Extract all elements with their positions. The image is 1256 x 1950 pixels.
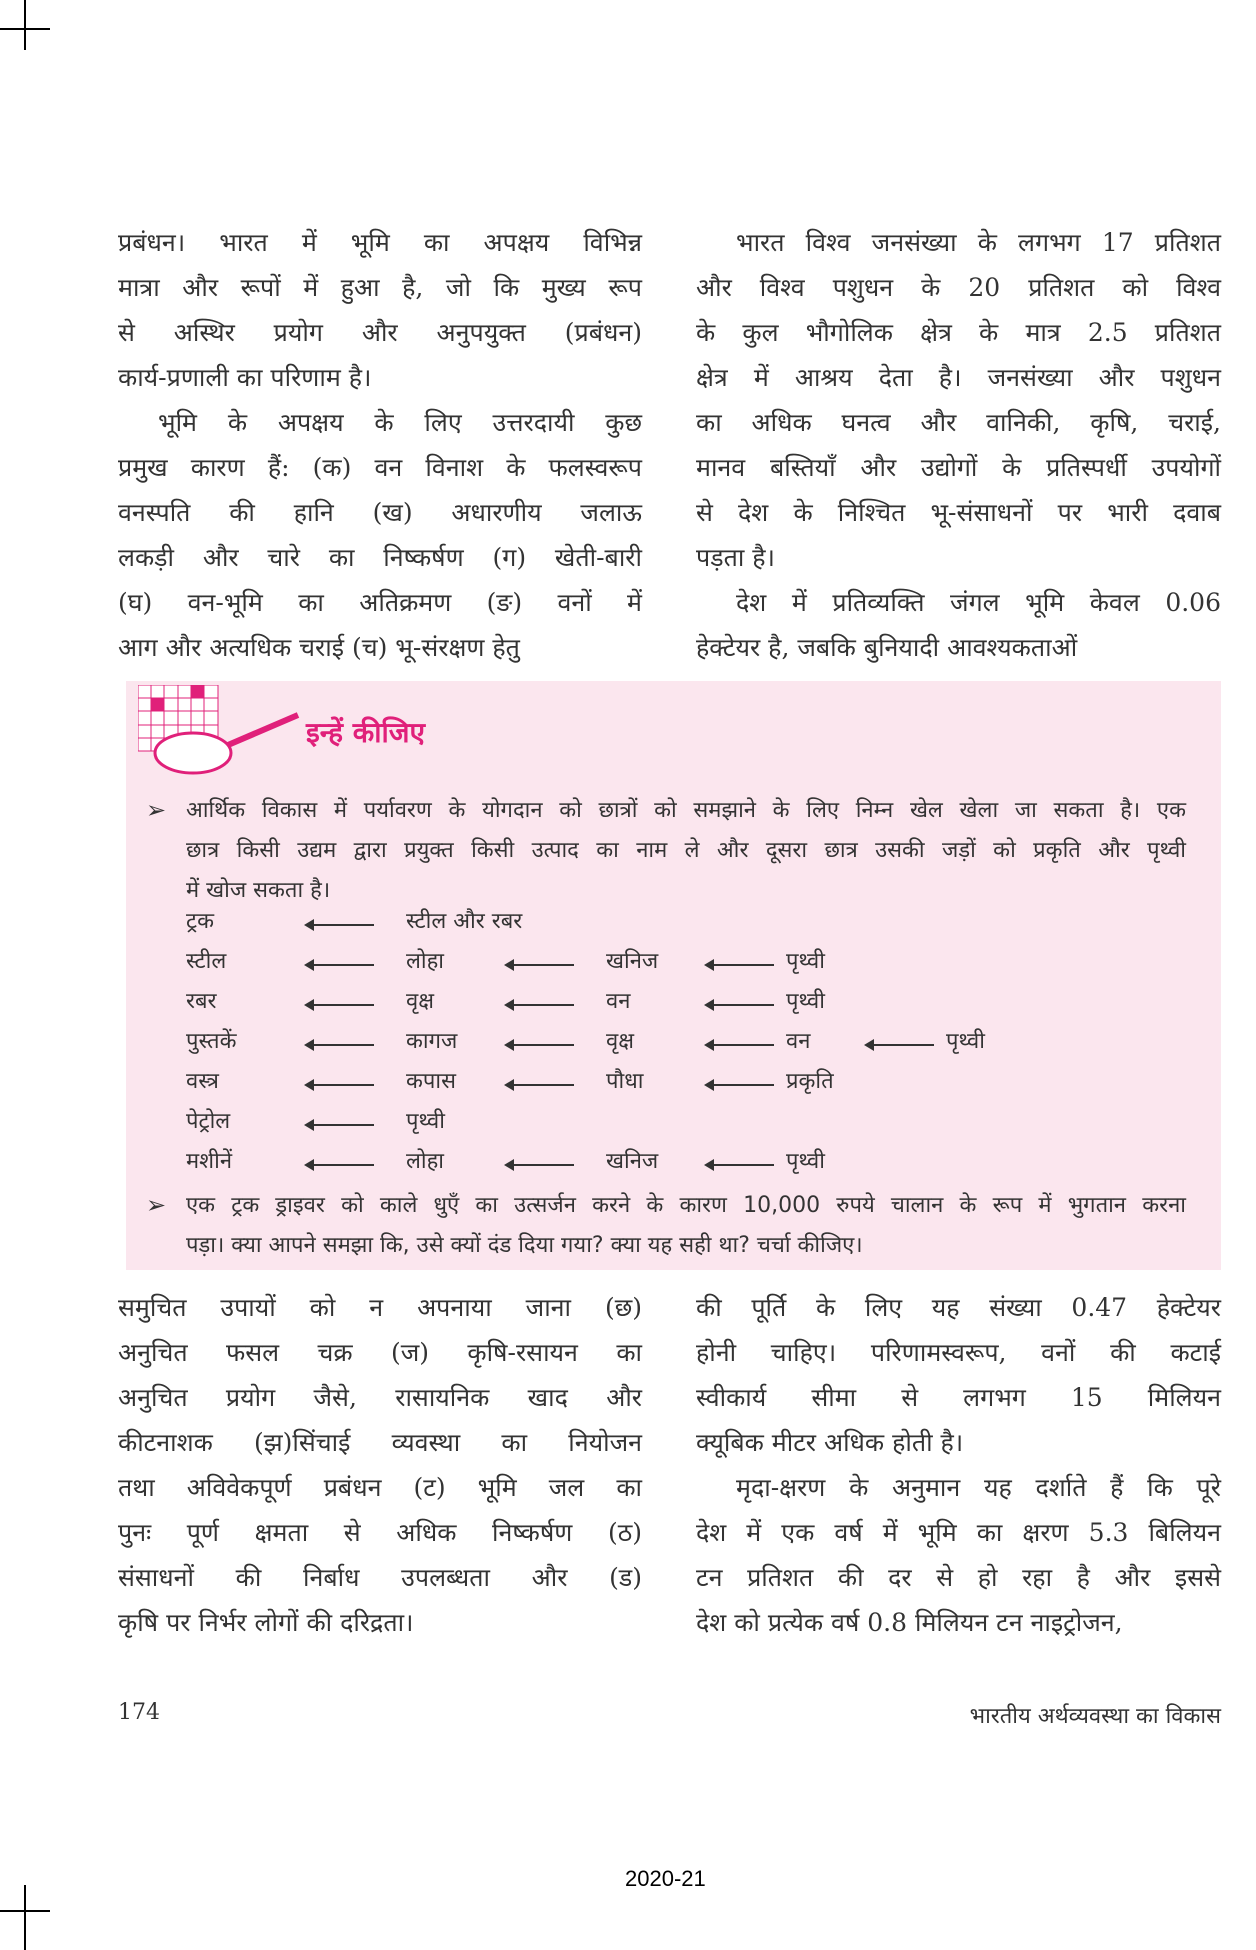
text-line: (घ) वन-भूमि का अतिक्रमण (ङ) वनों में: [118, 588, 642, 617]
left-arrow-icon: [706, 1044, 774, 1046]
chain-item: वस्त्र: [186, 1069, 219, 1094]
left-arrow-icon: [306, 1044, 374, 1046]
text-line: संसाधनों की निर्बाध उपलब्धता और (ड): [118, 1563, 642, 1592]
bottom-right-column: [696, 1285, 1221, 1645]
chain-item: पृथ्वी: [786, 989, 825, 1014]
chain-item: स्टील: [186, 949, 227, 974]
text-line: देश को प्रत्येक वर्ष 0.8 मिलियन टन नाइट्रोजन,: [696, 1608, 1123, 1637]
chain-item: पुस्तकें: [186, 1029, 237, 1054]
chain-item: पेट्रोल: [186, 1109, 231, 1134]
text-line: में खोज सकता है।: [186, 878, 331, 903]
bottom-left-column: [118, 1285, 642, 1645]
text-line: की पूर्ति के लिए यह संख्या 0.47 हेक्टेयर: [696, 1293, 1221, 1322]
activity-box: [126, 681, 1221, 1270]
text-line: देश में प्रतिव्यक्ति जंगल भूमि केवल 0.06: [736, 588, 1221, 617]
chain-item: वृक्ष: [606, 1029, 635, 1054]
text-line: मृदा-क्षरण के अनुमान यह दर्शाते हैं कि पूरे: [736, 1473, 1221, 1502]
text-line: के कुल भौगोलिक क्षेत्र के मात्र 2.5 प्रतिशत: [696, 318, 1221, 347]
text-line: एक ट्रक ड्राइवर को काले धुएँ का उत्सर्जन करने के कारण 10,000 रुपये चालान के रूप में भुगतान करना: [186, 1193, 1186, 1218]
text-line: कृषि पर निर्भर लोगों की दरिद्रता।: [118, 1608, 414, 1637]
left-arrow-icon: [866, 1044, 934, 1046]
text-line: कार्य-प्रणाली का परिणाम है।: [118, 363, 372, 392]
text-line: और विश्व पशुधन के 20 प्रतिशत को विश्व: [696, 273, 1221, 302]
left-arrow-icon: [306, 1164, 374, 1166]
chain-item: वृक्ष: [406, 989, 435, 1014]
activity-paragraph-1: [186, 791, 1186, 911]
left-arrow-icon: [306, 1124, 374, 1126]
text-line: देश में एक वर्ष में भूमि का क्षरण 5.3 बिलियन: [696, 1518, 1221, 1547]
text-line: भूमि के अपक्षय के लिए उत्तरदायी कुछ: [158, 408, 642, 437]
magnifier-crossword-icon: [138, 685, 308, 775]
text-line: छात्र किसी उद्यम द्वारा प्रयुक्त किसी उत्पाद का नाम ले और दूसरा छात्र उसकी जड़ों को प्रकृति और पृथ्वी: [186, 838, 1186, 863]
chain-item: रबर: [186, 989, 217, 1014]
left-arrow-icon: [706, 1004, 774, 1006]
text-line: अनुचित फसल चक्र (ज) कृषि-रसायन का: [118, 1338, 642, 1367]
text-line: प्रबंधन। भारत में भूमि का अपक्षय विभिन्न: [118, 228, 642, 257]
chain-item: पृथ्वी: [786, 1149, 825, 1174]
left-arrow-icon: [306, 1004, 374, 1006]
text-line: मानव बस्तियाँ और उद्योगों के प्रतिस्पर्धी उपयोगों: [696, 453, 1221, 482]
text-line: हेक्टेयर है, जबकि बुनियादी आवश्यकताओं: [696, 633, 1078, 662]
left-arrow-icon: [306, 1084, 374, 1086]
text-line: क्यूबिक मीटर अधिक होती है।: [696, 1428, 964, 1457]
chain-item: पृथ्वी: [786, 949, 825, 974]
text-line: भारत विश्व जनसंख्या के लगभग 17 प्रतिशत: [736, 228, 1221, 257]
text-line: स्वीकार्य सीमा से लगभग 15 मिलियन: [696, 1383, 1221, 1412]
activity-paragraph-2: [186, 1186, 1186, 1266]
chain-item: कपास: [406, 1069, 456, 1094]
chain-item: पौधा: [606, 1069, 644, 1094]
chain-item: पृथ्वी: [946, 1029, 985, 1054]
chain-item: मशीनें: [186, 1149, 233, 1174]
top-left-column: [118, 220, 642, 670]
page-number: 174: [118, 1700, 160, 1725]
text-line: वनस्पति की हानि (ख) अधारणीय जलाऊ: [118, 498, 642, 527]
chain-item: ट्रक: [186, 909, 214, 934]
chain-item: लोहा: [406, 949, 444, 974]
chain-item: स्टील और रबर: [406, 909, 523, 934]
left-arrow-icon: [706, 1084, 774, 1086]
crop-mark: [24, 0, 26, 50]
text-line: टन प्रतिशत की दर से हो रहा है और इससे: [696, 1563, 1221, 1592]
text-line: आग और अत्यधिक चराई (च) भू-संरक्षण हेतु: [118, 633, 520, 662]
left-arrow-icon: [306, 964, 374, 966]
left-arrow-icon: [506, 964, 574, 966]
text-line: से देश के निश्चित भू-संसाधनों पर भारी दवाब: [696, 498, 1221, 527]
text-line: का अधिक घनत्व और वानिकी, कृषि, चराई,: [696, 408, 1221, 437]
text-line: प्रमुख कारण हैं: (क) वन विनाश के फलस्वरूप: [118, 453, 642, 482]
left-arrow-icon: [706, 964, 774, 966]
arrow-bullet-icon: ➢: [146, 796, 167, 824]
text-line: लकड़ी और चारे का निष्कर्षण (ग) खेती-बारी: [118, 543, 642, 572]
left-arrow-icon: [506, 1164, 574, 1166]
arrow-bullet-icon: ➢: [146, 1191, 167, 1219]
activity-title: इन्हें कीजिए: [306, 716, 426, 749]
text-line: समुचित उपायों को न अपनाया जाना (छ): [118, 1293, 642, 1322]
chain-item: वन: [786, 1029, 811, 1054]
chain-item: पृथ्वी: [406, 1109, 445, 1134]
chain-item: खनिज: [606, 949, 659, 974]
left-arrow-icon: [506, 1044, 574, 1046]
left-arrow-icon: [506, 1084, 574, 1086]
chain-item: वन: [606, 989, 631, 1014]
left-arrow-icon: [306, 924, 374, 926]
crop-mark: [24, 1885, 26, 1950]
text-line: से अस्थिर प्रयोग और अनुपयुक्त (प्रबंधन): [118, 318, 642, 347]
top-right-column: [696, 220, 1221, 670]
text-line: क्षेत्र में आश्रय देता है। जनसंख्या और पशुधन: [696, 363, 1221, 392]
text-line: पड़ा। क्या आपने समझा कि, उसे क्यों दंड दिया गया? क्या यह सही था? चर्चा कीजिए।: [186, 1233, 863, 1258]
text-line: अनुचित प्रयोग जैसे, रासायनिक खाद और: [118, 1383, 642, 1412]
edition-year: 2020-21: [625, 1866, 706, 1891]
text-line: तथा अविवेकपूर्ण प्रबंधन (ट) भूमि जल का: [118, 1473, 642, 1502]
text-line: मात्रा और रूपों में हुआ है, जो कि मुख्य रूप: [118, 273, 642, 302]
left-arrow-icon: [706, 1164, 774, 1166]
chain-item: लोहा: [406, 1149, 444, 1174]
chain-item: प्रकृति: [786, 1069, 834, 1094]
chain-item: कागज: [406, 1029, 458, 1054]
chain-item: खनिज: [606, 1149, 659, 1174]
left-arrow-icon: [506, 1004, 574, 1006]
text-line: कीटनाशक (झ)सिंचाई व्यवस्था का नियोजन: [118, 1428, 642, 1457]
text-line: पुनः पूर्ण क्षमता से अधिक निष्कर्षण (ठ): [118, 1518, 642, 1547]
text-line: आर्थिक विकास में पर्यावरण के योगदान को छात्रों को समझाने के लिए निम्न खेल खेला जा सकता है। एक: [186, 798, 1186, 823]
text-line: पड़ता है।: [696, 543, 775, 572]
text-line: होनी चाहिए। परिणामस्वरूप, वनों की कटाई: [696, 1338, 1221, 1367]
running-title: भारतीय अर्थव्यवस्था का विकास: [969, 1704, 1221, 1729]
